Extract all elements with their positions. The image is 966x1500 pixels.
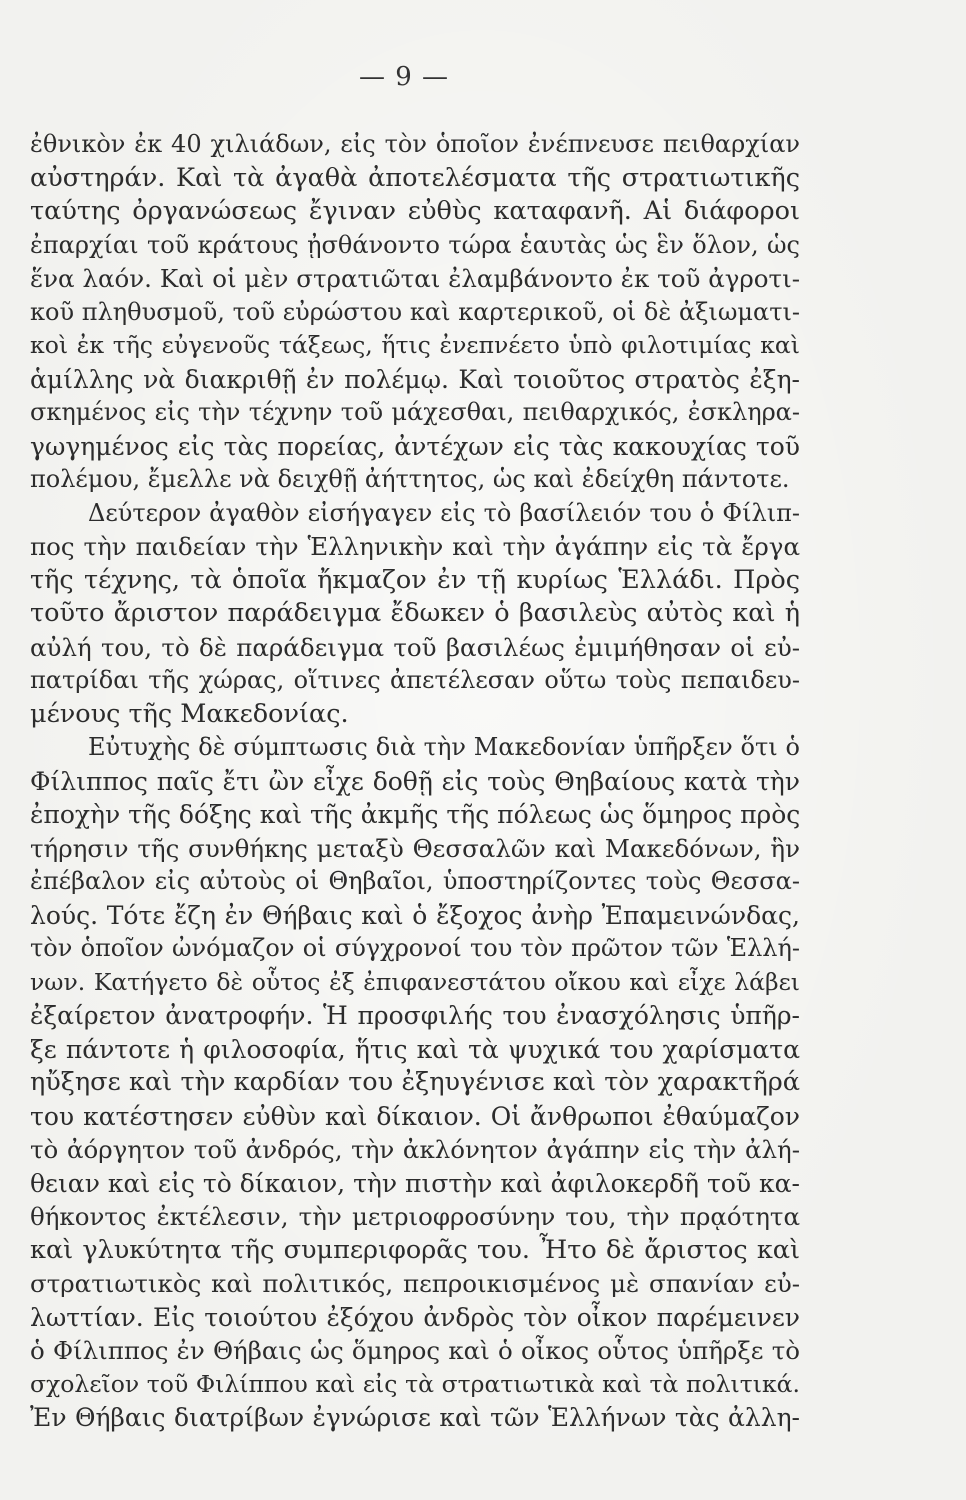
text-line: τὸ ἀόργητον τοῦ ἀνδρός, τὴν ἀκλόνητον ἀγάπην εἰς τὴν ἀλή- [30,1135,800,1164]
text-line: ηὔξησε καὶ τὴν καρδίαν του ἐξηυγένισε καὶ τὸν χαρακτῆρά [30,1067,800,1097]
page-number: — 9 — [358,62,450,92]
text-line: μένους τῆς Μακεδονίας. [30,698,349,729]
text-line: θειαν καὶ εἰς τὸ δίκαιον, τὴν πιστὴν καὶ ἀφιλοκερδῆ τοῦ κα- [30,1168,800,1198]
text-line: ἕνα λαόν. Καὶ οἱ μὲν στρατιῶται ἐλαμβάνοντο ἐκ τοῦ ἀγροτι- [30,264,800,293]
text-line: ταύτης ὀργανώσεως ἔγιναν εὐθὺς καταφανῆ. Αἱ διάφοροι [30,196,800,226]
text-line: του κατέστησεν εὐθὺν καὶ δίκαιον. Οἱ ἄνθρωποι ἐθαύμαζον [30,1101,800,1131]
text-line: τοῦτο ἄριστον παράδειγμα ἔδωκεν ὁ βασιλεὺς αὐτὸς καὶ ἡ [30,598,800,628]
text-line: Δεύτερον ἀγαθὸν εἰσήγαγεν εἰς τὸ βασίλειόν του ὁ Φίλιπ- [88,498,800,527]
text-line: ξε πάντοτε ἡ φιλοσοφία, ἥτις καὶ τὰ ψυχικά του χαρίσματα [30,1034,800,1064]
text-line: στρατιωτικὸς καὶ πολιτικός, πεπροικισμένος μὲ σπανίαν εὐ- [30,1269,800,1298]
text-line: αὐλή του, τὸ δὲ παράδειγμα τοῦ βασιλέως ἐμιμήθησαν οἱ εὐ- [30,632,800,662]
text-line: πολέμου, ἔμελλε νὰ δειχθῇ ἀήττητος, ὡς καὶ ἐδείχθη πάντοτε. [30,465,790,493]
text-line: λούς. Τότε ἔζη ἐν Θήβαις καὶ ὁ ἔξοχος ἀνὴρ Ἐπαμεινώνδας, [30,900,800,930]
text-line: κοῦ πληθυσμοῦ, τοῦ εὐρώστου καὶ καρτερικοῦ, οἱ δὲ ἀξιωματι- [30,297,800,326]
text-line: λωττίαν. Εἰς τοιούτου ἐξόχου ἀνδρὸς τὸν οἶκον παρέμεινεν [30,1302,800,1332]
text-line: γωγημένος εἰς τὰς πορείας, ἀντέχων εἰς τὰς κακουχίας τοῦ [30,431,800,461]
text-line: Ἐν Θήβαις διατρίβων ἐγνώρισε καὶ τῶν Ἑλλήνων τὰς ἀλλη- [30,1403,800,1432]
text-line: καὶ γλυκύτητα τῆς συμπεριφορᾶς του. Ἦτο δὲ ἄριστος καὶ [30,1234,800,1265]
text-line: σχολεῖον τοῦ Φιλίππου καὶ εἰς τὰ στρατιωτικὰ καὶ τὰ πολιτικά. [30,1369,800,1398]
text-line: νων. Κατήγετο δὲ οὗτος ἐξ ἐπιφανεστάτου οἴκου καὶ εἶχε λάβει [30,967,800,996]
text-line: ἐξαίρετον ἀνατροφήν. Ἡ προσφιλής του ἐνασχόλησις ὑπῆρ- [30,1001,800,1030]
text-line: ἐποχὴν τῆς δόξης καὶ τῆς ἀκμῆς τῆς πόλεως ὡς ὅμηρος πρὸς [30,800,801,829]
text-line: κοὶ ἐκ τῆς εὐγενοῦς τάξεως, ἥτις ἐνεπνέετο ὑπὸ φιλοτιμίας καὶ [30,331,800,359]
text-line: θήκοντος ἐκτέλεσιν, τὴν μετριοφροσύνην του, τὴν πρᾳότητα [30,1202,800,1231]
text-line: ἁμίλλης νὰ διακριθῇ ἐν πολέμῳ. Καὶ τοιοῦτος στρατὸς ἐξη- [30,364,800,394]
body-text [30,128,800,1435]
text-line: ἐθνικὸν ἐκ 40 χιλιάδων, εἰς τὸν ὁποῖον ἐνέπνευσε πειθαρχίαν [30,130,800,158]
text-line: τήρησιν τῆς συνθήκης μεταξὺ Θεσσαλῶν καὶ Μακεδόνων, ἣν [30,833,800,863]
text-line: αὐστηράν. Καὶ τὰ ἀγαθὰ ἀποτελέσματα τῆς στρατιωτικῆς [30,162,800,193]
text-line: ἐπέβαλον εἰς αὐτοὺς οἱ Θηβαῖοι, ὑποστηρίζοντες τοὺς Θεσσα- [30,867,800,895]
text-line: πος τὴν παιδείαν τὴν Ἑλληνικὴν καὶ τὴν ἀγάπην εἰς τὰ ἔργα [30,532,800,561]
text-line: ἐπαρχίαι τοῦ κράτους ᾐσθάνοντο τώρα ἑαυτὰς ὡς ἓν ὅλον, ὡς [30,230,800,259]
text-line: σκημένος εἰς τὴν τέχνην τοῦ μάχεσθαι, πειθαρχικός, ἐσκληρα- [30,398,800,426]
text-line: ὁ Φίλιππος ἐν Θήβαις ὡς ὅμηρος καὶ ὁ οἶκος οὗτος ὑπῆρξε τὸ [30,1336,800,1365]
text-line: τὸν ὁποῖον ὠνόμαζον οἱ σύγχρονοί του τὸν πρῶτον τῶν Ἑλλή- [30,934,800,962]
text-line: πατρίδαι τῆς χώρας, οἵτινες ἀπετέλεσαν οὕτω τοὺς πεπαιδευ- [30,666,800,694]
text-line: Φίλιππος παῖς ἔτι ὢν εἶχε δοθῇ εἰς τοὺς Θηβαίους κατὰ τὴν [30,766,800,796]
text-line: Εὐτυχὴς δὲ σύμπτωσις διὰ τὴν Μακεδονίαν ὑπῆρξεν ὅτι ὁ [88,733,800,761]
text-line: τῆς τέχνης, τὰ ὁποῖα ἤκμαζον ἐν τῇ κυρίως Ἑλλάδι. Πρὸς [30,564,800,595]
